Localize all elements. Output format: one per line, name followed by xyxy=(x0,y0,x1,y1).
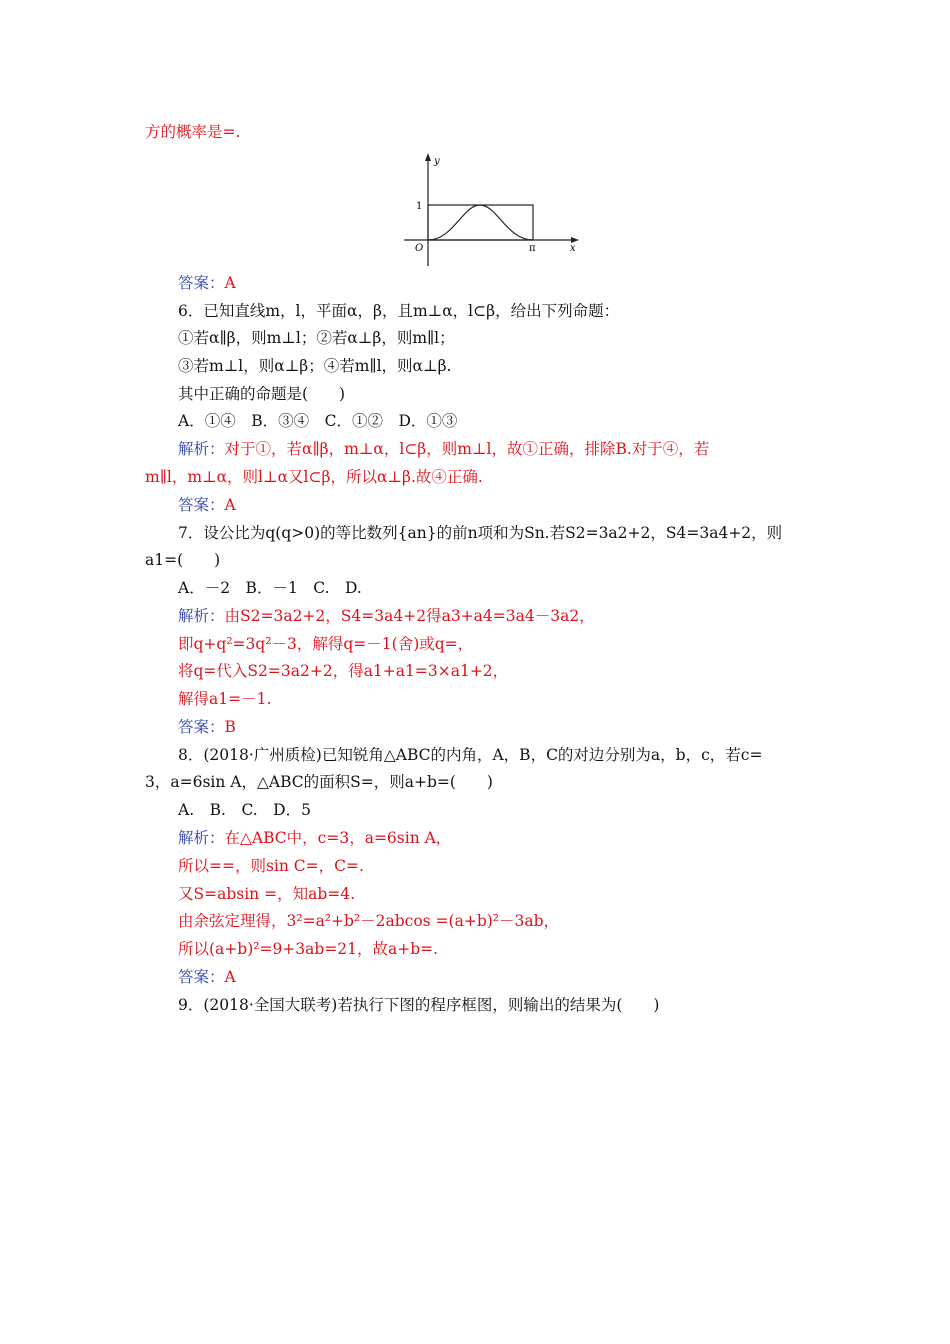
answer-value: A xyxy=(224,968,236,986)
q8-solution-5: 所以(a+b)²=9+3ab=21，故a+b=. xyxy=(178,940,439,958)
q7-stem-1: 7．设公比为q(q>0)的等比数列{an}的前n项和为Sn.若S2=3a2+2，S4=3a4+2，则 xyxy=(178,524,783,542)
y-label: y xyxy=(434,156,440,167)
top-line: 方的概率是=. xyxy=(145,123,241,141)
solution-text: 在△ABC中，c=3，a=6sin A， xyxy=(224,829,452,847)
q8-solution-1 xyxy=(178,828,451,848)
q6-options: A．①④ B．③④ C．①② D．①③ xyxy=(178,412,458,430)
q7-solution-2: 即q+q²=3q²－3，解得q=－1(舍)或q=， xyxy=(178,635,474,653)
solution-label: 解析： xyxy=(178,440,225,458)
q7-stem-2: a1=( ) xyxy=(145,551,221,569)
answer-label: 答案： xyxy=(178,968,225,986)
q8-solution-4: 由余弦定理得，3²=a²+b²－2abcos =(a+b)²－3ab， xyxy=(178,912,560,930)
solution-text: 对于①，若α∥β，m⊥α，l⊂β，则m⊥l，故①正确，排除B.对于④，若 xyxy=(224,440,710,458)
q8-options: A. B. C. D．5 xyxy=(178,801,311,819)
solution-label: 解析： xyxy=(178,829,225,847)
q6-line-1: ①若α∥β，则m⊥l；②若α⊥β，则m∥l； xyxy=(178,329,455,347)
origin-label: O xyxy=(415,243,424,254)
q8-solution-3: 又S=absin =，知ab=4. xyxy=(178,885,356,903)
q5-answer xyxy=(178,273,236,293)
q8-solution-2: 所以==，则sin C=，C=. xyxy=(178,857,364,875)
answer-label: 答案： xyxy=(178,496,225,514)
q6-solution-1 xyxy=(178,439,709,459)
curve xyxy=(428,205,533,240)
answer-label: 答案： xyxy=(178,718,225,736)
one-label: 1 xyxy=(416,201,423,212)
answer-value: A xyxy=(224,496,236,514)
q8-answer xyxy=(178,967,236,987)
q8-stem-1: 8．(2018·广州质检)已知锐角△ABC的内角，A，B，C的对边分别为a，b，c，若c= xyxy=(178,746,763,764)
pi-label: π xyxy=(529,243,536,254)
y-axis-arrow xyxy=(425,153,431,161)
q7-solution-4: 解得a1=－1. xyxy=(178,690,272,708)
q6-line-2: ③若m⊥l，则α⊥β；④若m∥l，则α⊥β. xyxy=(178,357,452,375)
q7-answer xyxy=(178,717,236,737)
q7-solution-3: 将q=代入S2=3a2+2，得a1+a1=3×a1+2， xyxy=(178,662,509,680)
q7-options: A．－2 B．－1 C. D. xyxy=(178,579,362,597)
q6-answer xyxy=(178,495,236,515)
answer-value: B xyxy=(224,718,236,736)
q8-stem-2: 3，a=6sin A，△ABC的面积S=，则a+b=( ) xyxy=(145,773,493,791)
solution-label: 解析： xyxy=(178,607,225,625)
q7-solution-1 xyxy=(178,606,595,626)
answer-value: A xyxy=(224,274,236,292)
solution-text: 由S2=3a2+2，S4=3a4+2得a3+a4=3a4－3a2， xyxy=(224,607,595,625)
q9-stem: 9．(2018·全国大联考)若执行下图的程序框图，则输出的结果为( ) xyxy=(178,996,660,1014)
q6-solution-2: m∥l，m⊥α，则l⊥α又l⊂β，所以α⊥β.故④正确. xyxy=(145,468,483,486)
answer-label: 答案： xyxy=(178,274,225,292)
q6-stem: 6．已知直线m，l，平面α，β，且m⊥α，l⊂β，给出下列命题： xyxy=(178,302,620,320)
x-label: x xyxy=(570,243,576,254)
sine-curve-figure xyxy=(398,150,588,270)
q6-line-3: 其中正确的命题是( ) xyxy=(178,385,346,403)
